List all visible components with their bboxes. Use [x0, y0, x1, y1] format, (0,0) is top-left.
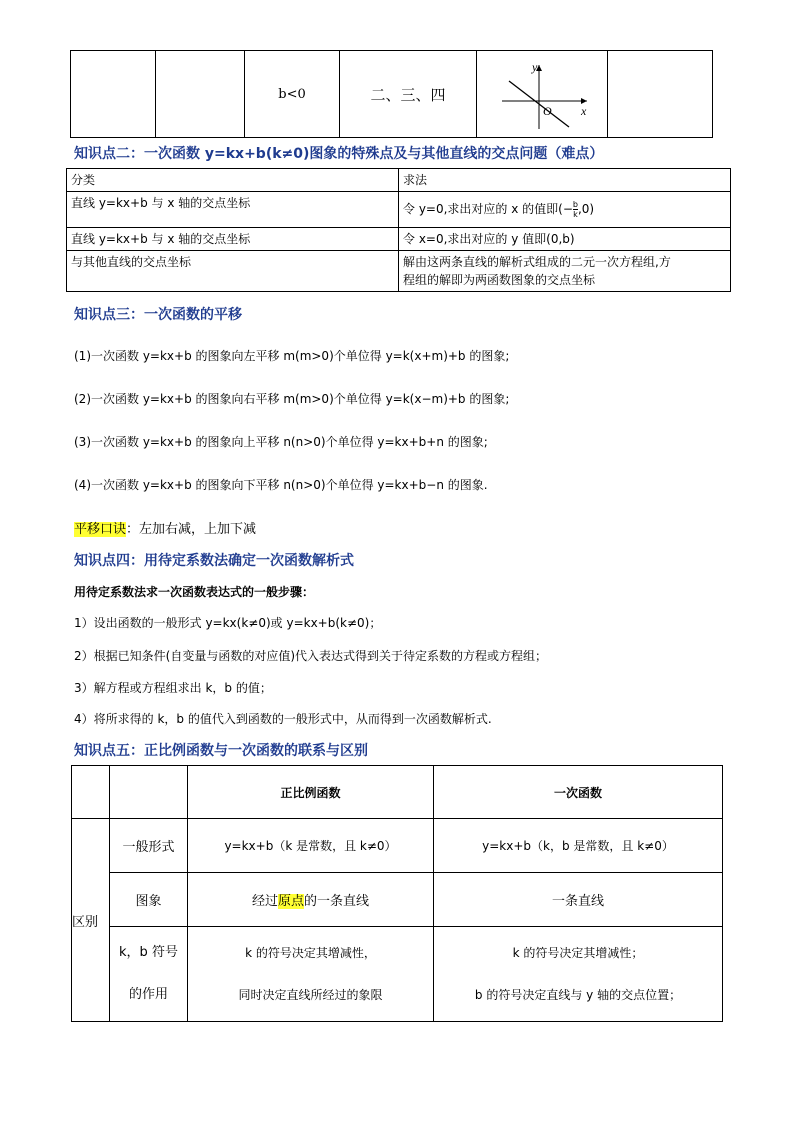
empty-cell [110, 766, 188, 819]
kp5-row1-proportional: y=kx+b（k 是常数，且 k≠0） [188, 819, 434, 873]
kp5-row3-proportional: k 的符号决定其增减性， 同时决定直线所经过的象限 [188, 927, 434, 1022]
kp5-table [71, 765, 723, 1022]
kp5-row3-linear: k 的符号决定其增减性； b 的符号决定直线与 y 轴的交点位置； [434, 927, 723, 1022]
kp3-item-3: (3)一次函数 y=kx+b 的图象向上平移 n(n>0)个单位得 y=kx+b+n 的图象; [74, 435, 488, 449]
kp5-row1-label: 一般形式 [110, 819, 188, 873]
kp5-group-label: 区别 [72, 819, 110, 1022]
kp4-step-1: 1）设出函数的一般形式 y=kx(k≠0)或 y=kx+b(k≠0)； [74, 616, 382, 630]
kp5-row2-linear: 一条直线 [434, 873, 723, 927]
origin-label: O [543, 104, 552, 118]
kp5-row2-proportional: 经过原点的一条直线 [188, 873, 434, 927]
kp2-heading: 知识点二：一次函数 y=kx+b(k≠0)图象的特殊点及与其他直线的交点问题（难点） [74, 146, 604, 162]
kp3-item-2: (2)一次函数 y=kx+b 的图象向右平移 m(m>0)个单位得 y=k(x−m)+b 的图象; [74, 392, 510, 406]
quadrants-cell: 二、三、四 [340, 51, 477, 138]
kp2-row2-method: 令 x=0,求出对应的 y 值即(0,b) [399, 228, 731, 251]
condition-cell: b<0 [245, 51, 340, 138]
kp5-row2-label: 图象 [110, 873, 188, 927]
kp2-row1-method: 令 y=0,求出对应的 x 的值即(− $\frac{b}{k}$ ,0) [399, 192, 731, 228]
quadrant-table-row [70, 50, 713, 138]
kp5-header-linear: 一次函数 [434, 766, 723, 819]
kp5-row3-label: k，b 符号 的作用 [110, 927, 188, 1022]
kp2-table [66, 168, 731, 292]
y-axis-label: y [532, 60, 538, 74]
kp4-step-2: 2）根据已知条件(自变量与函数的对应值)代入表达式得到关于待定系数的方程或方程组； [74, 649, 548, 663]
kp3-item-1: (1)一次函数 y=kx+b 的图象向左平移 m(m>0)个单位得 y=k(x+m)+b 的图象; [74, 349, 510, 363]
kp2-header-category: 分类 [67, 169, 399, 192]
kp4-step-4: 4）将所求得的 k，b 的值代入到函数的一般形式中，从而得到一次函数解析式. [74, 712, 492, 726]
kp2-row3-method: 解由这两条直线的解析式组成的二元一次方程组,方 程组的解即为两函数图象的交点坐标 [399, 251, 731, 292]
empty-cell [608, 51, 713, 138]
kp5-row1-linear: y=kx+b（k，b 是常数，且 k≠0） [434, 819, 723, 873]
mnemonic-label: 平移口诀 [74, 522, 127, 537]
empty-cell [72, 766, 110, 819]
fraction: $\frac{b}{k}$ [572, 200, 578, 219]
kp5-header-proportional: 正比例函数 [188, 766, 434, 819]
line-graph-icon [477, 51, 607, 133]
kp4-step-3: 3）解方程或方程组求出 k，b 的值； [74, 681, 272, 695]
kp2-row1-category: 直线 y=kx+b 与 x 轴的交点坐标 [67, 192, 399, 228]
kp3-mnemonic: 平移口诀：左加右减，上加下减 [74, 522, 257, 537]
kp4-subheading: 用待定系数法求一次函数表达式的一般步骤： [74, 585, 315, 599]
kp2-header-method: 求法 [399, 169, 731, 192]
kp4-heading: 知识点四：用待定系数法确定一次函数解析式 [74, 553, 354, 569]
kp5-heading: 知识点五：正比例函数与一次函数的联系与区别 [74, 743, 368, 759]
kp3-item-4: (4)一次函数 y=kx+b 的图象向下平移 n(n>0)个单位得 y=kx+b−n 的图象. [74, 478, 488, 492]
x-axis-label: x [581, 104, 587, 118]
empty-cell [156, 51, 245, 138]
empty-cell [71, 51, 156, 138]
kp2-row3-category: 与其他直线的交点坐标 [67, 251, 399, 292]
kp3-heading: 知识点三：一次函数的平移 [74, 307, 242, 323]
graph-cell [477, 51, 608, 138]
kp2-row2-category: 直线 y=kx+b 与 x 轴的交点坐标 [67, 228, 399, 251]
